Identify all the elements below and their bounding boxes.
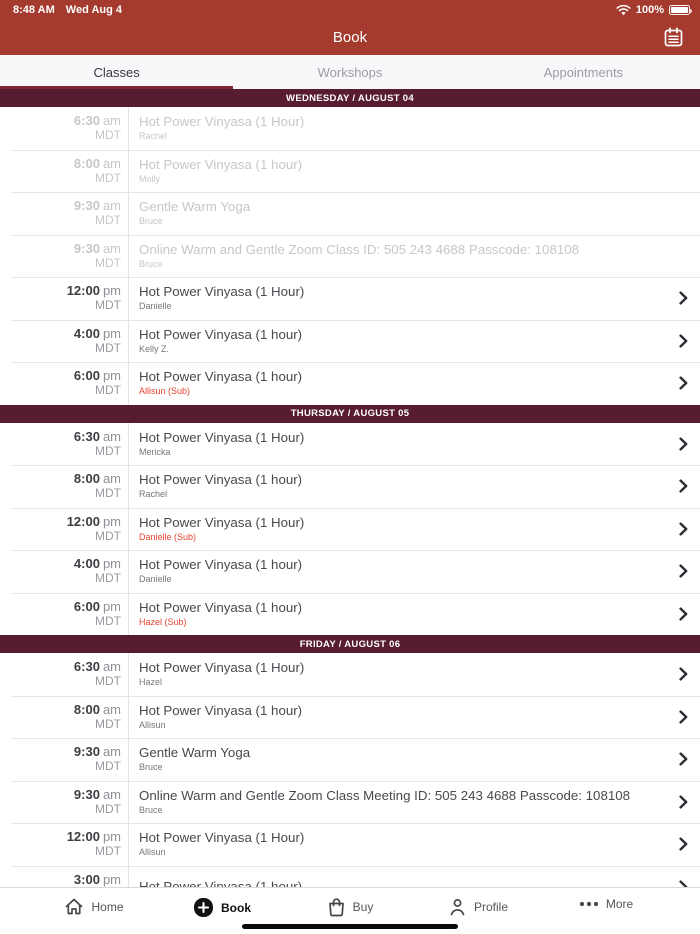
- class-name: Hot Power Vinyasa (1 Hour): [139, 114, 305, 130]
- class-name: Hot Power Vinyasa (1 hour): [139, 326, 303, 342]
- chevron-right-icon: [679, 710, 688, 724]
- day-section: [0, 89, 700, 405]
- class-name: Hot Power Vinyasa (1 hour): [139, 472, 303, 488]
- class-instructor: Danielle (Sub): [139, 531, 197, 542]
- class-name: Hot Power Vinyasa (1 hour): [139, 156, 303, 172]
- class-time: 8:00: [73, 471, 100, 487]
- class-instructor: Bruce: [139, 216, 163, 227]
- schedule-calendar-icon[interactable]: [660, 24, 687, 51]
- class-meridiem: pm: [102, 871, 121, 887]
- class-meridiem: am: [102, 198, 121, 214]
- class-instructor: Mericka: [139, 446, 171, 457]
- nav-more[interactable]: [542, 897, 670, 911]
- class-time: 6:30: [73, 428, 100, 444]
- battery-percent: 100%: [635, 4, 664, 16]
- class-time: 6:00: [73, 598, 100, 614]
- class-info: [128, 277, 700, 320]
- chevron-right-icon: [679, 667, 688, 681]
- class-timezone: MDT: [95, 170, 121, 185]
- class-info: [128, 653, 700, 696]
- class-meridiem: am: [102, 240, 121, 256]
- class-meridiem: pm: [102, 283, 121, 299]
- class-info: [128, 781, 700, 824]
- class-time-column: [0, 423, 128, 466]
- class-timezone: MDT: [95, 255, 121, 270]
- battery-icon: [669, 5, 690, 15]
- class-time-column: [0, 653, 128, 696]
- class-info: [128, 107, 700, 150]
- class-meridiem: am: [102, 471, 121, 487]
- class-name: Hot Power Vinyasa (1 hour): [139, 369, 303, 385]
- class-name: Hot Power Vinyasa (1 Hour): [139, 514, 305, 530]
- class-meridiem: pm: [102, 368, 121, 384]
- class-meridiem: am: [102, 155, 121, 171]
- class-row[interactable]: [0, 593, 700, 636]
- class-row[interactable]: [0, 781, 700, 824]
- more-dots-icon: [579, 900, 599, 908]
- class-meridiem: am: [102, 428, 121, 444]
- day-header: FRIDAY / AUGUST 06: [0, 635, 700, 653]
- class-time: 8:00: [73, 155, 100, 171]
- class-info: [128, 508, 700, 551]
- book-plus-icon: [193, 897, 214, 918]
- home-indicator[interactable]: [242, 924, 458, 929]
- app-header: [0, 20, 700, 55]
- class-time: 6:00: [73, 368, 100, 384]
- class-time: 9:30: [73, 240, 100, 256]
- class-timezone: MDT: [95, 716, 121, 731]
- wifi-icon: [616, 5, 631, 16]
- class-time-column: [0, 277, 128, 320]
- class-timezone: MDT: [95, 571, 121, 586]
- class-instructor: Bruce: [139, 762, 163, 773]
- chevron-right-icon: [679, 837, 688, 851]
- class-meridiem: pm: [102, 325, 121, 341]
- class-timezone: MDT: [95, 213, 121, 228]
- class-instructor: Allisun (Sub): [139, 386, 191, 397]
- nav-profile-label: Profile: [473, 900, 508, 914]
- day-rows: [0, 653, 700, 908]
- chevron-right-icon: [679, 291, 688, 305]
- chevron-right-icon: [679, 752, 688, 766]
- day-rows: [0, 107, 700, 405]
- class-meridiem: am: [102, 113, 121, 129]
- chevron-right-icon: [679, 376, 688, 390]
- class-time-column: [0, 823, 128, 866]
- class-row[interactable]: [0, 277, 700, 320]
- class-row[interactable]: [0, 192, 700, 235]
- class-time: 4:00: [73, 556, 100, 572]
- class-row[interactable]: [0, 235, 700, 278]
- class-timezone: MDT: [95, 528, 121, 543]
- class-time-column: [0, 550, 128, 593]
- class-instructor: Kelly Z.: [139, 343, 170, 354]
- class-name: Hot Power Vinyasa (1 Hour): [139, 429, 305, 445]
- class-time-column: [0, 107, 128, 150]
- shopping-bag-icon: [327, 897, 346, 917]
- class-name: Hot Power Vinyasa (1 Hour): [139, 830, 305, 846]
- class-time: 12:00: [66, 513, 100, 529]
- nav-more-label: More: [605, 897, 634, 911]
- class-row[interactable]: [0, 320, 700, 363]
- nav-home-label: Home: [91, 899, 124, 914]
- class-row[interactable]: [0, 107, 700, 150]
- class-instructor: Bruce: [139, 258, 163, 269]
- class-timezone: MDT: [95, 486, 121, 501]
- chevron-right-icon: [679, 437, 688, 451]
- status-time: 8:48 AM: [13, 4, 55, 16]
- class-info: [128, 150, 700, 193]
- class-name: Hot Power Vinyasa (1 Hour): [139, 284, 305, 300]
- chevron-right-icon: [679, 334, 688, 348]
- class-time-column: [0, 362, 128, 405]
- class-meridiem: am: [102, 744, 121, 760]
- class-time-column: [0, 192, 128, 235]
- class-info: [128, 423, 700, 466]
- class-meridiem: pm: [102, 513, 121, 529]
- class-name: Hot Power Vinyasa (1 Hour): [139, 660, 305, 676]
- class-name: Gentle Warm Yoga: [139, 745, 251, 761]
- class-instructor: Allisun: [139, 847, 166, 858]
- class-meridiem: am: [102, 786, 121, 802]
- class-row[interactable]: [0, 423, 700, 466]
- status-bar: [0, 0, 700, 20]
- class-info: [128, 362, 700, 405]
- class-timezone: MDT: [95, 613, 121, 628]
- class-timezone: MDT: [95, 443, 121, 458]
- class-time-column: [0, 320, 128, 363]
- class-meridiem: pm: [102, 598, 121, 614]
- class-time: 9:30: [73, 744, 100, 760]
- class-time: 6:30: [73, 113, 100, 129]
- class-row[interactable]: [0, 150, 700, 193]
- day-section: [0, 405, 700, 636]
- class-row[interactable]: [0, 823, 700, 866]
- tab-appointments[interactable]: Appointments: [467, 55, 700, 89]
- class-time-column: [0, 738, 128, 781]
- class-timezone: MDT: [95, 340, 121, 355]
- chevron-right-icon: [679, 795, 688, 809]
- class-info: [128, 465, 700, 508]
- class-info: [128, 593, 700, 636]
- class-info: [128, 550, 700, 593]
- class-timezone: MDT: [95, 298, 121, 313]
- nav-profile[interactable]: [414, 897, 542, 917]
- class-meridiem: am: [102, 659, 121, 675]
- chevron-right-icon: [679, 564, 688, 578]
- class-timezone: MDT: [95, 128, 121, 143]
- class-timezone: MDT: [95, 674, 121, 689]
- class-time-column: [0, 508, 128, 551]
- class-time: 6:30: [73, 659, 100, 675]
- chevron-right-icon: [679, 522, 688, 536]
- class-info: [128, 696, 700, 739]
- class-row[interactable]: [0, 696, 700, 739]
- class-info: [128, 320, 700, 363]
- class-info: [128, 738, 700, 781]
- class-time-column: [0, 696, 128, 739]
- class-instructor: Hazel (Sub): [139, 616, 187, 627]
- chevron-right-icon: [679, 607, 688, 621]
- class-time-column: [0, 593, 128, 636]
- class-instructor: Danielle: [139, 574, 172, 585]
- class-name: Gentle Warm Yoga: [139, 199, 251, 215]
- class-timezone: MDT: [95, 801, 121, 816]
- class-timezone: MDT: [95, 383, 121, 398]
- tab-workshops[interactable]: Workshops: [233, 55, 466, 89]
- class-instructor: Molly: [139, 173, 161, 184]
- tab-bar: [0, 55, 700, 89]
- class-info: [128, 823, 700, 866]
- class-timezone: MDT: [95, 759, 121, 774]
- class-row[interactable]: [0, 508, 700, 551]
- nav-book-label: Book: [221, 900, 251, 915]
- class-row[interactable]: [0, 653, 700, 696]
- class-name: Hot Power Vinyasa (1 hour): [139, 599, 303, 615]
- class-time: 9:30: [73, 198, 100, 214]
- class-time-column: [0, 781, 128, 824]
- class-time: 8:00: [73, 701, 100, 717]
- class-timezone: MDT: [95, 844, 121, 859]
- class-name: Hot Power Vinyasa (1 hour): [139, 557, 303, 573]
- class-instructor: Bruce: [139, 804, 163, 815]
- class-instructor: Danielle: [139, 301, 172, 312]
- tab-classes[interactable]: Classes: [0, 55, 233, 89]
- class-row[interactable]: [0, 550, 700, 593]
- class-instructor: Allisun: [139, 719, 166, 730]
- class-info: [128, 192, 700, 235]
- nav-home[interactable]: [30, 897, 158, 916]
- class-meridiem: pm: [102, 556, 121, 572]
- nav-book[interactable]: [158, 897, 286, 918]
- nav-buy-label: Buy: [352, 900, 374, 914]
- class-row[interactable]: [0, 738, 700, 781]
- class-name: Online Warm and Gentle Zoom Class Meeting ID: 505 243 4688 Passcode: 108108: [139, 787, 631, 803]
- schedule-list: [0, 89, 700, 908]
- class-meridiem: am: [102, 701, 121, 717]
- nav-buy[interactable]: [286, 897, 414, 917]
- class-meridiem: pm: [102, 829, 121, 845]
- day-header: WEDNESDAY / AUGUST 04: [0, 89, 700, 107]
- day-section: [0, 635, 700, 908]
- day-header: THURSDAY / AUGUST 05: [0, 405, 700, 423]
- home-icon: [64, 897, 84, 916]
- class-info: [128, 235, 700, 278]
- chevron-right-icon: [679, 479, 688, 493]
- class-name: Hot Power Vinyasa (1 hour): [139, 702, 303, 718]
- class-time: 12:00: [66, 283, 100, 299]
- profile-icon: [448, 897, 467, 917]
- class-instructor: Rachel: [139, 489, 168, 500]
- class-time-column: [0, 235, 128, 278]
- page-title: Book: [332, 29, 368, 46]
- class-time: 4:00: [73, 325, 100, 341]
- class-time-column: [0, 150, 128, 193]
- class-time: 3:00: [73, 871, 100, 887]
- class-time: 9:30: [73, 786, 100, 802]
- class-name: Online Warm and Gentle Zoom Class ID: 505 243 4688 Passcode: 108108: [139, 241, 580, 257]
- class-instructor: Rachel: [139, 131, 168, 142]
- class-time-column: [0, 465, 128, 508]
- class-row[interactable]: [0, 465, 700, 508]
- class-time: 12:00: [66, 829, 100, 845]
- class-instructor: Hazel: [139, 677, 163, 688]
- day-rows: [0, 423, 700, 636]
- status-date: Wed Aug 4: [65, 4, 123, 16]
- class-row[interactable]: [0, 362, 700, 405]
